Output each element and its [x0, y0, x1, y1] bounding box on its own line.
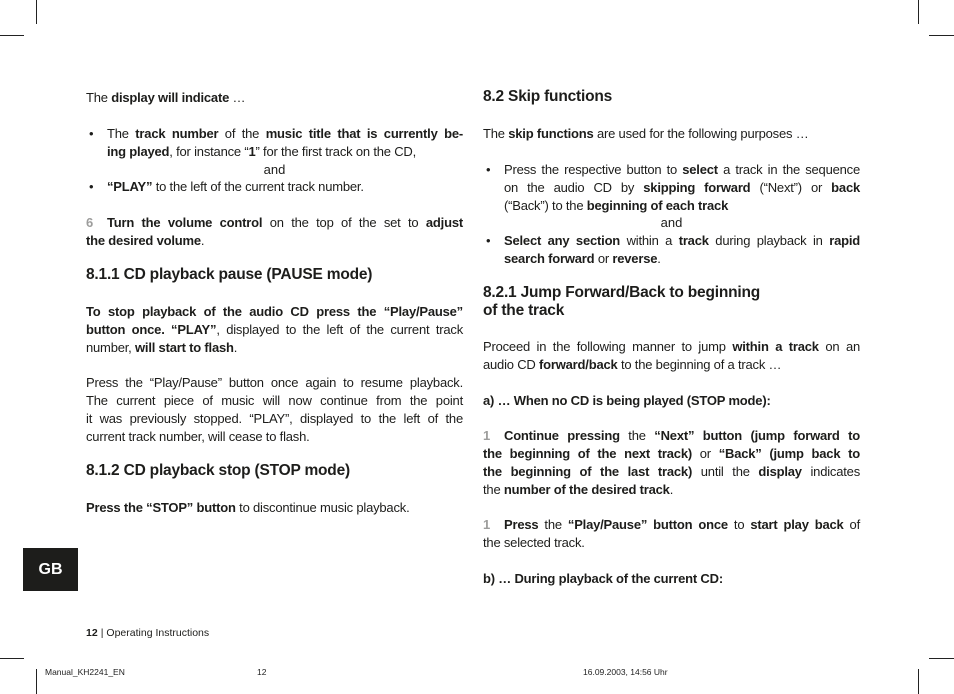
bold-text: button once. “PLAY”: [86, 322, 217, 337]
press-step: [483, 516, 860, 552]
text: …: [229, 90, 246, 105]
crop-mark-top-left-horizontal: [0, 35, 24, 36]
text-line: [483, 481, 860, 499]
text: The: [107, 126, 136, 141]
language-tab: GB: [23, 548, 78, 591]
text: The: [86, 90, 112, 105]
text: ” for the first track on the CD,: [255, 144, 416, 159]
skip-intro: [483, 125, 860, 143]
text: the: [538, 517, 568, 532]
pause-heading: 8.1.1 CD playback pause (PAUSE mode): [86, 266, 373, 283]
bullet-glyph: •: [486, 162, 491, 177]
stop-instruction: [86, 499, 463, 517]
text-line: [86, 321, 463, 339]
bold-text: “PLAY”: [107, 179, 153, 194]
text: or: [692, 446, 719, 461]
bold-text: a) … When no CD is being played (STOP mode):: [483, 393, 771, 408]
bold-text: the beginning of the next track): [483, 446, 692, 461]
text-line: [86, 339, 463, 357]
text-line: [483, 125, 860, 143]
text: Press the respective button to: [504, 162, 683, 177]
bold-text: search forward: [504, 251, 595, 266]
bold-text: “Play/Pause” button once: [567, 517, 728, 532]
bold-text: skipping forward: [643, 180, 751, 195]
bold-text: Continue pressing: [504, 428, 620, 443]
text: The current piece of music will now continue from the point: [86, 393, 463, 408]
slug-datetime: 16.09.2003, 14:56 Uhr: [583, 667, 668, 677]
text: of the: [218, 126, 266, 141]
text: the: [483, 482, 504, 497]
text: or: [594, 251, 613, 266]
crop-mark-bottom-right-horizontal: [929, 658, 954, 659]
and-connector: and: [660, 215, 683, 230]
text: the: [619, 428, 655, 443]
bold-text: track: [678, 233, 709, 248]
slug-page: 12: [257, 667, 267, 677]
text-line: [107, 178, 463, 196]
bullet-play: [86, 178, 463, 196]
display-intro: [86, 89, 463, 107]
bold-text: within a track: [732, 339, 819, 354]
step-number: 1: [483, 428, 491, 443]
bullet-glyph: •: [89, 126, 94, 141]
bold-text: display: [758, 464, 802, 479]
slug-file: Manual_KH2241_EN: [45, 667, 125, 677]
bullet-glyph: •: [486, 233, 491, 248]
text-line: [86, 374, 463, 392]
bold-text: rapid: [829, 233, 861, 248]
text: it was previously stopped. “PLAY”, displayed to the left of the: [86, 411, 463, 426]
text-line: [504, 232, 860, 250]
bold-text: number of the desired track: [503, 482, 670, 497]
text-line: [86, 232, 463, 250]
skip-heading: 8.2 Skip functions: [483, 88, 613, 105]
text-line: [86, 89, 463, 107]
text: on an: [818, 339, 861, 354]
bold-text: adjust: [425, 215, 463, 230]
text: audio CD: [483, 357, 540, 372]
text: , displayed to the left of the current track: [216, 322, 464, 337]
text-line: [483, 427, 860, 445]
text: of: [843, 517, 861, 532]
bold-text: ing played: [107, 144, 170, 159]
text: within a: [620, 233, 679, 248]
crop-mark-bottom-left-vertical: [36, 669, 37, 694]
bullet-glyph: •: [89, 179, 94, 194]
crop-mark-top-right-horizontal: [929, 35, 954, 36]
text: Press the “Play/Pause” button once again to resume playback.: [86, 375, 463, 390]
text: the selected track.: [483, 535, 585, 550]
bullet-section: [483, 232, 860, 268]
page-footer: [86, 626, 209, 640]
text-line: [504, 179, 860, 197]
jump-heading-line: 8.2.1 Jump Forward/Back to beginning: [483, 284, 761, 301]
bold-text: Select any section: [504, 233, 621, 248]
text: a track in the sequence: [717, 162, 860, 177]
jump-heading: [483, 284, 860, 320]
bold-text: beginning of each track: [586, 198, 729, 213]
crop-mark-top-right-vertical: [918, 0, 919, 24]
text: on the audio CD by: [504, 180, 644, 195]
bold-text: “Next” button (jump forward to: [654, 428, 861, 443]
bold-text: select: [682, 162, 718, 177]
jump-intro: [483, 338, 860, 374]
text: until the: [692, 464, 759, 479]
text: to the beginning of a track …: [617, 357, 782, 372]
bold-text: back: [831, 180, 861, 195]
text: Proceed in the following manner to jump: [483, 339, 733, 354]
text-line: [483, 516, 860, 534]
bullet-select: [483, 161, 860, 215]
bold-text: will start to flash: [135, 340, 234, 355]
bold-text: reverse: [612, 251, 658, 266]
bold-text: music title that is currently be-: [265, 126, 463, 141]
crop-mark-bottom-left-horizontal: [0, 658, 24, 659]
text: .: [657, 251, 661, 266]
stop-mode-label: [483, 392, 860, 410]
bold-text: display will indicate: [111, 90, 230, 105]
bold-text: 1: [248, 144, 256, 159]
text-line: [504, 197, 860, 215]
text-line: [504, 161, 860, 179]
text: .: [200, 233, 205, 248]
text: during playback in: [708, 233, 830, 248]
step-number: 6: [86, 215, 94, 230]
bold-text: skip functions: [508, 126, 594, 141]
text-line: [86, 303, 463, 321]
text: are used for the following purposes …: [593, 126, 809, 141]
jump-heading-line: of the track: [483, 302, 565, 319]
text-line: [483, 570, 860, 588]
footer-label: Operating Instructions: [106, 627, 210, 639]
pause-instruction: [86, 303, 463, 357]
text-line: [504, 250, 860, 268]
text: number,: [86, 340, 135, 355]
playback-label: [483, 570, 860, 588]
bold-text: forward/back: [539, 357, 618, 372]
page-number: 12: [86, 627, 98, 639]
text-line: [86, 214, 463, 232]
bold-text: the desired volume: [86, 233, 201, 248]
text-line: [483, 338, 860, 356]
bold-text: To stop playback of the audio CD press the “Play/Pause”: [86, 304, 463, 319]
bold-text: Press the “STOP” button: [86, 500, 236, 515]
text-line: [483, 534, 860, 552]
bold-text: start play back: [750, 517, 844, 532]
text: .: [669, 482, 674, 497]
crop-mark-top-left-vertical: [36, 0, 37, 24]
text: indicates: [801, 464, 860, 479]
and-connector: and: [263, 162, 286, 177]
text-line: [483, 463, 860, 481]
step-number: 1: [483, 517, 491, 532]
bold-text: Turn the volume control: [107, 215, 263, 230]
text: (“Back”) to the: [504, 198, 587, 213]
bullet-track-number: [86, 125, 463, 161]
text-line: [483, 392, 860, 410]
text-line: [86, 499, 463, 517]
text-line: [86, 428, 463, 446]
bold-text: track number: [135, 126, 219, 141]
bold-text: b) … During playback of the current CD:: [483, 571, 723, 586]
text-line: [483, 445, 860, 463]
text-line: [86, 392, 463, 410]
text: to: [727, 517, 751, 532]
text-line: [107, 143, 463, 161]
text: .: [233, 340, 238, 355]
stop-heading: 8.1.2 CD playback stop (STOP mode): [86, 462, 350, 479]
bold-text: “Back” (jump back to: [718, 446, 861, 461]
text: , for instance “: [169, 144, 249, 159]
text-line: [483, 356, 860, 374]
text-line: [86, 410, 463, 428]
continue-step: [483, 427, 860, 499]
text: (“Next”) or: [750, 180, 832, 195]
volume-step: [86, 214, 463, 250]
crop-mark-bottom-right-vertical: [918, 669, 919, 694]
pause-resume: [86, 374, 463, 446]
text: to discontinue music playback.: [235, 500, 410, 515]
text: The: [483, 126, 509, 141]
text: current track number, will cease to flash.: [86, 429, 310, 444]
bold-text: Press: [504, 517, 539, 532]
text: to the left of the current track number.: [152, 179, 364, 194]
text-line: [107, 125, 463, 143]
footer-separator: |: [100, 627, 104, 639]
text: on the top of the set to: [262, 215, 426, 230]
bold-text: the beginning of the last track): [483, 464, 693, 479]
